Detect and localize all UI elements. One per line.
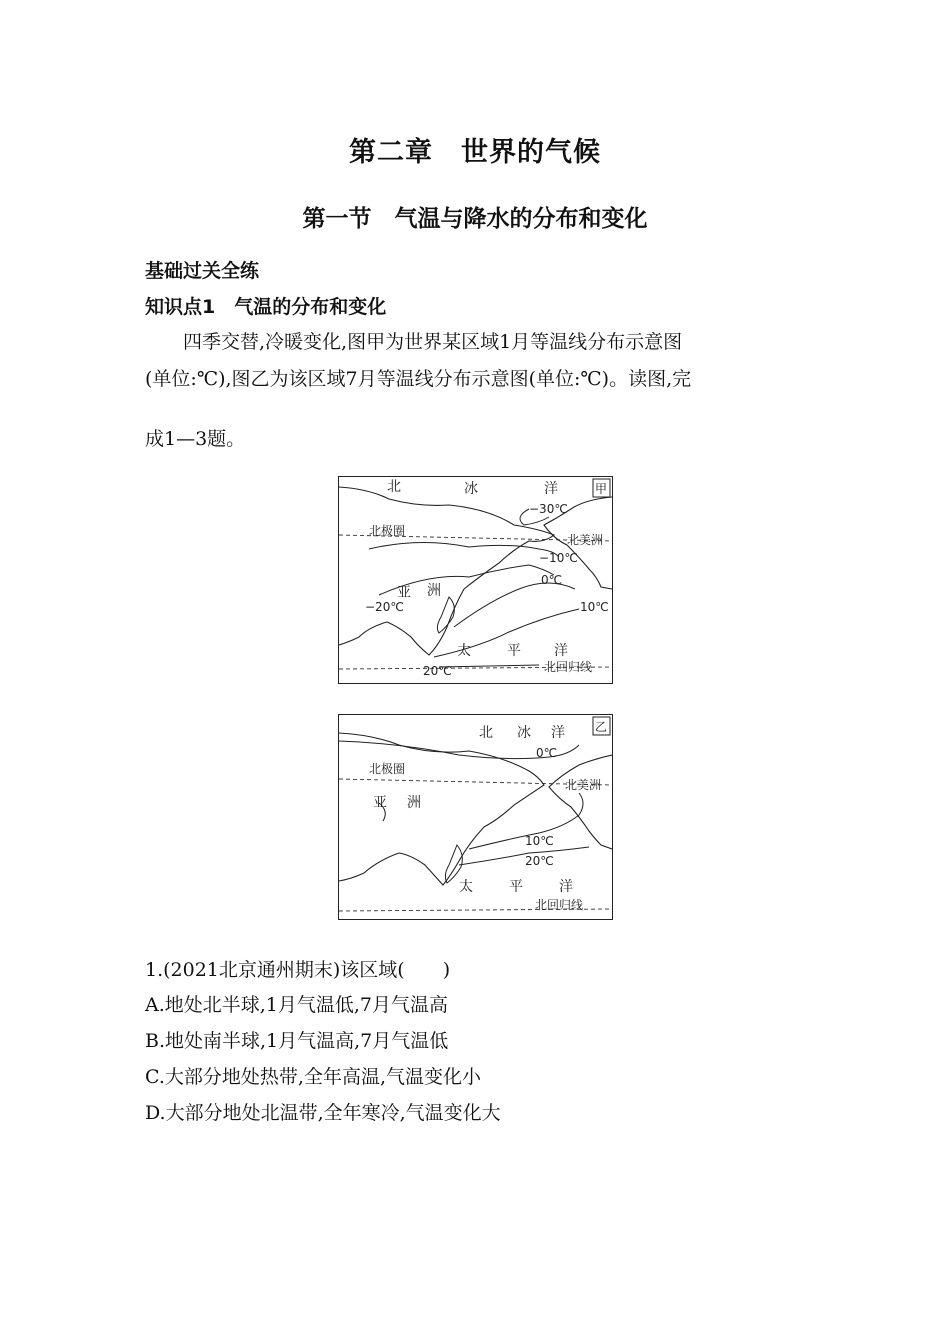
isotherm-label: 10℃ xyxy=(525,834,554,848)
isotherm-label: 10℃ xyxy=(580,600,609,614)
ocean-label-3: 洋 xyxy=(551,725,565,741)
isotherm-line xyxy=(439,665,539,667)
tropic-label: 北回归线 xyxy=(535,898,584,912)
ocean-label-bottom-2: 平 xyxy=(509,879,523,895)
isotherm-label: 0℃ xyxy=(541,573,563,587)
arctic-circle-label: 北极圈 xyxy=(369,762,406,776)
isotherm-line xyxy=(369,542,559,557)
continent-label-asia-1: 亚 xyxy=(373,795,387,811)
option-d[interactable]: D.大部分地处北温带,全年寒冷,气温变化大 xyxy=(145,1102,501,1124)
ocean-label-bottom-2: 平 xyxy=(507,643,521,659)
arctic-circle-label: 北极圈 xyxy=(369,524,406,538)
intro-line-2: (单位:℃),图乙为该区域7月等温线分布示意图(单位:℃)。读图,完 xyxy=(145,368,692,390)
ocean-label-2: 冰 xyxy=(464,481,478,497)
isotherm-label: 20℃ xyxy=(525,854,554,868)
isotherm-line xyxy=(459,847,589,865)
japan-islands xyxy=(445,845,462,883)
intro-line-3: 成1—3题。 xyxy=(145,428,246,450)
question-stem: 1.(2021北京通州期末)该区域( ) xyxy=(145,959,451,981)
chapter-title: 第二章 世界的气候 xyxy=(349,137,601,168)
ocean-label-bottom-1: 太 xyxy=(459,879,473,895)
continent-label-asia-2: 洲 xyxy=(407,795,421,811)
ocean-label-2: 冰 xyxy=(517,725,531,741)
knowledge-point-heading: 知识点1 气温的分布和变化 xyxy=(145,296,387,318)
ocean-label-bottom-1: 太 xyxy=(457,643,471,659)
option-a[interactable]: A.地处北半球,1月气温低,7月气温高 xyxy=(145,994,449,1016)
isotherm-label: −30℃ xyxy=(529,502,568,516)
isotherm-label: 20℃ xyxy=(423,664,452,678)
map-jia-figure xyxy=(339,477,612,683)
asia-coastline xyxy=(339,487,554,655)
intro-line-1: 四季交替,冷暖变化,图甲为世界某区域1月等温线分布示意图 xyxy=(183,331,683,353)
map-yi xyxy=(338,714,613,920)
continent-label-asia-1: 亚 xyxy=(397,585,411,601)
ocean-label-1: 北 xyxy=(479,725,493,741)
tropic-label: 北回归线 xyxy=(544,660,593,674)
north-america-coastline xyxy=(549,755,612,849)
option-b[interactable]: B.地处南半球,1月气温高,7月气温低 xyxy=(145,1030,449,1052)
ocean-label-1: 北 xyxy=(387,479,401,495)
asia-coastline xyxy=(339,733,544,885)
section-title: 第一节 气温与降水的分布和变化 xyxy=(302,206,648,232)
continent-label-north-america: 北美洲 xyxy=(565,778,602,792)
map-jia xyxy=(338,476,613,684)
continent-label-north-america: 北美洲 xyxy=(567,533,604,547)
isotherm-label: −10℃ xyxy=(539,551,578,565)
isotherm-line xyxy=(454,583,575,627)
ocean-label-3: 洋 xyxy=(544,481,558,497)
isotherm-label: −20℃ xyxy=(365,600,404,614)
ocean-label-bottom-3: 洋 xyxy=(559,879,573,895)
figure-tag: 甲 xyxy=(595,482,608,496)
ocean-label-bottom-3: 洋 xyxy=(554,643,568,659)
figure-tag: 乙 xyxy=(595,720,608,734)
map-yi-figure xyxy=(339,715,612,919)
option-c[interactable]: C.大部分地处热带,全年高温,气温变化小 xyxy=(145,1066,481,1088)
practice-heading: 基础过关全练 xyxy=(145,260,260,282)
isotherm-label: 0℃ xyxy=(536,746,558,760)
continent-label-asia-2: 洲 xyxy=(427,583,441,599)
